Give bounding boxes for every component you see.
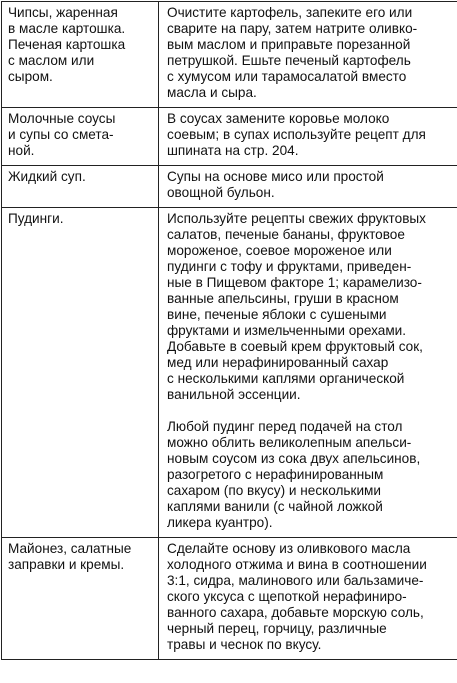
table-row bbox=[2, 208, 457, 538]
table-row bbox=[2, 2, 457, 108]
food-cell bbox=[2, 2, 159, 108]
food-cell bbox=[2, 166, 159, 208]
substitution-table bbox=[1, 1, 457, 660]
alternative-line: пудинги с тофу и фруктами, приведен- bbox=[167, 259, 412, 274]
table-row bbox=[2, 108, 457, 166]
alternative-line: сахаром (по вкусу) и несколькими bbox=[167, 483, 381, 498]
food-line: ной. bbox=[8, 143, 35, 158]
table-row bbox=[2, 166, 457, 208]
food-line: Чипсы, жаренная bbox=[8, 5, 118, 20]
alternative-cell bbox=[159, 208, 457, 538]
food-line: и супы со смета- bbox=[8, 127, 114, 142]
alternative-line: Сделайте основу из оливкового масла bbox=[167, 541, 411, 556]
alternative-line: травы и чеснок по вкусу. bbox=[167, 637, 322, 652]
food-line: Пудинги. bbox=[8, 211, 64, 226]
alternative-line: вым маслом и приправьте порезанной bbox=[167, 37, 411, 52]
food-cell bbox=[2, 108, 159, 166]
food-line: Майонез, салатные bbox=[8, 541, 132, 556]
alternative-cell bbox=[159, 108, 457, 166]
alternative-cell bbox=[159, 2, 457, 108]
food-line: в масле картошка. bbox=[8, 21, 126, 36]
food-cell bbox=[2, 208, 159, 538]
alternative-line: масла и сыра. bbox=[167, 85, 257, 100]
alternative-line: соевым; в супах используйте рецепт для bbox=[167, 127, 426, 142]
paragraph-gap bbox=[167, 403, 457, 419]
alternative-line: черный перец, горчицу, различные bbox=[167, 621, 387, 636]
alternative-line: каплями ванили (с чайной ложкой bbox=[167, 499, 383, 514]
alternative-line: петрушкой. Ешьте печеный картофель bbox=[167, 53, 411, 68]
alternative-line: ванильной эссенции. bbox=[167, 387, 301, 402]
alternative-line: Супы на основе мисо или простой bbox=[167, 169, 384, 184]
alternative-line: новым соусом из сока двух апельсинов, bbox=[167, 451, 421, 466]
alternative-line: мороженое, соевое мороженое или bbox=[167, 243, 392, 258]
food-line: заправки и кремы. bbox=[8, 557, 125, 572]
food-line: с маслом или bbox=[8, 53, 95, 68]
alternative-line: ванного сахара, добавьте морскую соль, bbox=[167, 605, 424, 620]
alternative-line: ванные апельсины, груши в красном bbox=[167, 291, 399, 306]
alternative-line: вине, печеные яблоки с сушеными bbox=[167, 307, 387, 322]
alternative-line: В соусах замените коровье молоко bbox=[167, 111, 390, 126]
food-line: Молочные соусы bbox=[8, 111, 116, 126]
alternative-line: ликера куантро). bbox=[167, 515, 273, 530]
alternative-line: мед или нерафинированный сахар bbox=[167, 355, 389, 370]
food-cell bbox=[2, 538, 159, 660]
alternative-line: ского уксуса с щепоткой нерафиниро- bbox=[167, 589, 407, 604]
alternative-cell bbox=[159, 166, 457, 208]
food-line: Печеная картошка bbox=[8, 37, 126, 52]
alternative-line: разогретого с нерафинированным bbox=[167, 467, 384, 482]
alternative-line: салатов, печеные бананы, фруктовое bbox=[167, 227, 405, 242]
alternative-line: холодного отжима и вина в соотношении bbox=[167, 557, 427, 572]
alternative-line: сварите на пару, затем натрите оливко- bbox=[167, 21, 418, 36]
alternative-line: с несколькими каплями органической bbox=[167, 371, 405, 386]
alternative-line: овощной бульон. bbox=[167, 185, 275, 200]
alternative-line: 3:1, сидра, малинового или бальзамиче- bbox=[167, 573, 424, 588]
alternative-line: Любой пудинг перед подачей на стол bbox=[167, 419, 403, 434]
alternative-cell bbox=[159, 538, 457, 660]
alternative-line: фруктами и измельченными орехами. bbox=[167, 323, 407, 338]
alternative-line: Используйте рецепты свежих фруктовых bbox=[167, 211, 426, 226]
alternative-line: ные в Пищевом факторе 1; карамелизо- bbox=[167, 275, 422, 290]
table-row bbox=[2, 538, 457, 660]
alternative-line: можно облить великолепным апельси- bbox=[167, 435, 412, 450]
alternative-line: с хумусом или тарамосалатой вместо bbox=[167, 69, 407, 84]
alternative-line: шпината на стр. 204. bbox=[167, 143, 299, 158]
alternative-line: Очистите картофель, запеките его или bbox=[167, 5, 413, 20]
alternative-line: Добавьте в соевый крем фруктовый сок, bbox=[167, 339, 423, 354]
food-line: сыром. bbox=[8, 69, 53, 84]
food-line: Жидкий суп. bbox=[8, 169, 86, 184]
